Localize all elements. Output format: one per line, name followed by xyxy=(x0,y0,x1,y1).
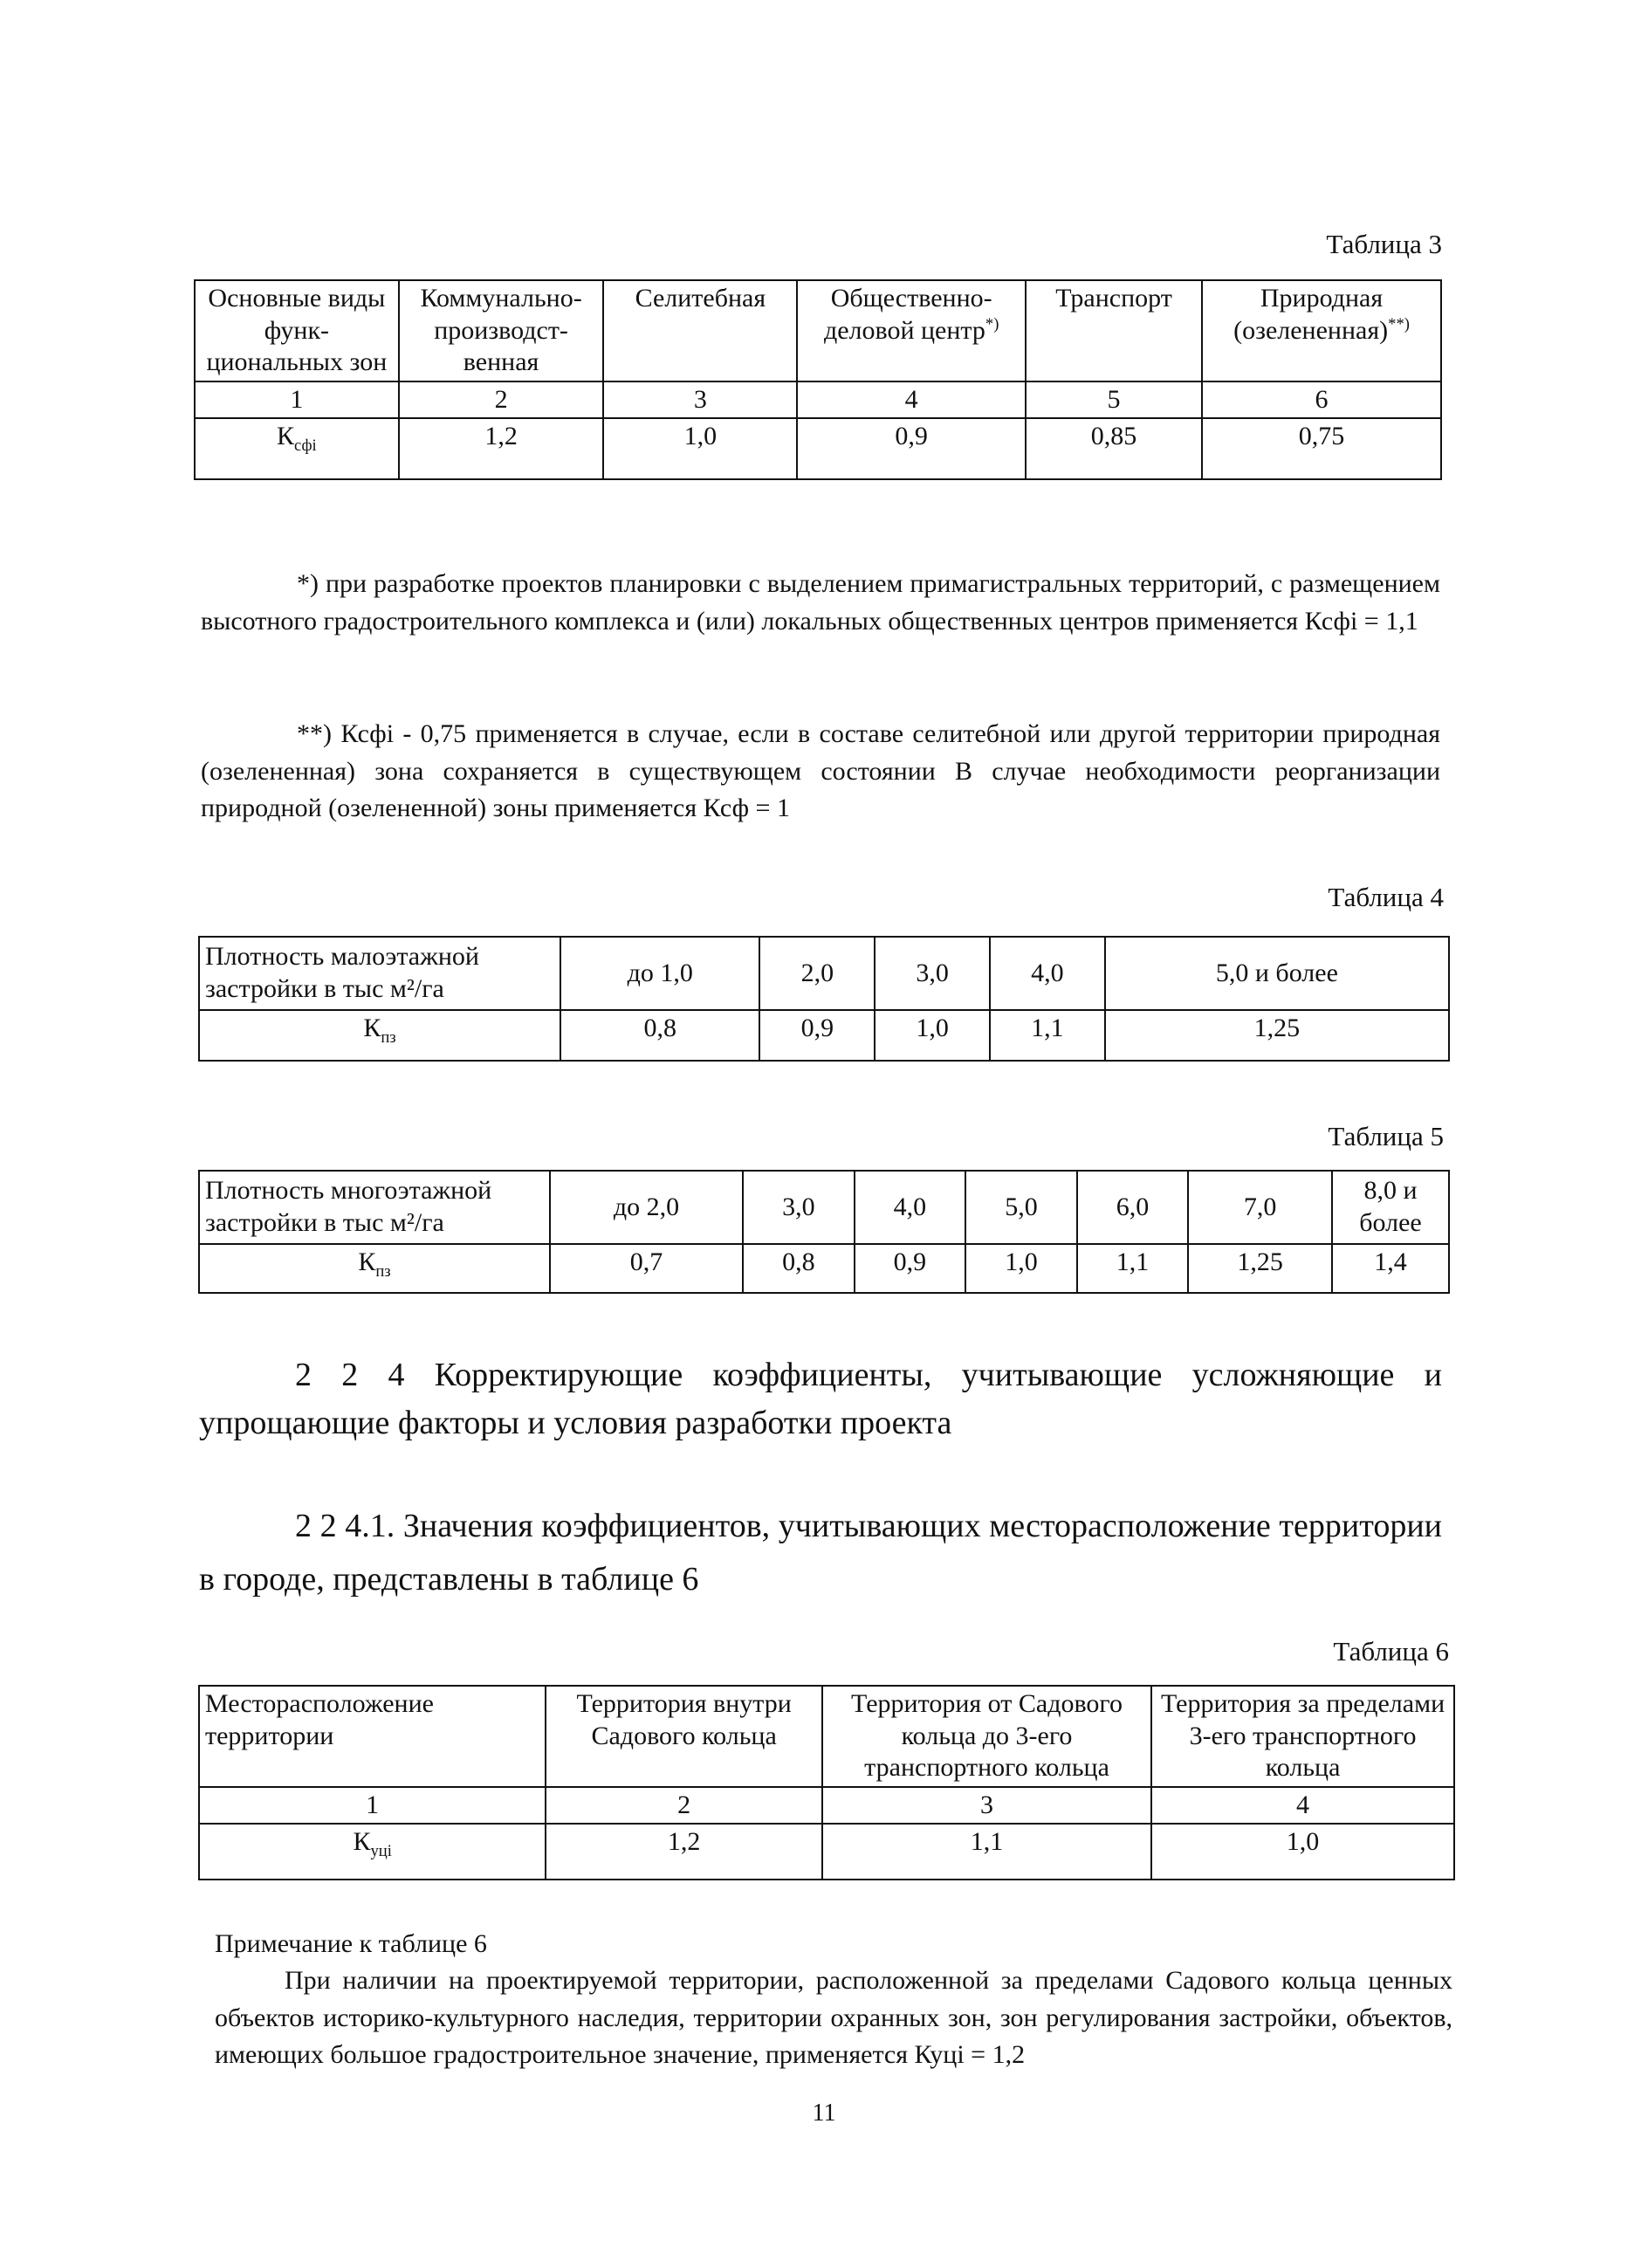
table3-num: 4 xyxy=(797,381,1026,419)
table5-header-value: 4,0 xyxy=(855,1171,966,1244)
table3-header-5: Транспорт xyxy=(1026,280,1202,381)
footnote-mark: *) xyxy=(985,314,999,333)
table3-value: 0,85 xyxy=(1026,418,1202,479)
table-row xyxy=(199,1244,1449,1293)
table-row xyxy=(199,1171,1449,1244)
table4-header-value: 5,0 и более xyxy=(1105,937,1449,1010)
table5-value: 1,0 xyxy=(965,1244,1077,1293)
table5-header-value: 8,0 и более xyxy=(1332,1171,1449,1244)
table3-value: 0,9 xyxy=(797,418,1026,479)
table5-value: 1,4 xyxy=(1332,1244,1449,1293)
table5-header-value: 3,0 xyxy=(743,1171,855,1244)
table6-num: 1 xyxy=(199,1787,546,1825)
table4-header-value: до 1,0 xyxy=(560,937,759,1010)
table4-caption: Таблица 4 xyxy=(1328,882,1444,912)
table6-note-title: Примечание к таблице 6 xyxy=(215,1929,487,1958)
coef-subscript: пз xyxy=(375,1262,391,1281)
table5-value: 0,9 xyxy=(855,1244,966,1293)
table5-value: 0,8 xyxy=(743,1244,855,1293)
coef-subscript: сфi xyxy=(294,436,317,456)
table6-header-4: Территория за пределами 3-его транспортного кольца xyxy=(1151,1686,1454,1787)
table6-row-label xyxy=(199,1824,546,1880)
table3-value: 1,0 xyxy=(603,418,797,479)
table-row xyxy=(195,280,1441,381)
table3-note-2: **) Ксфi - 0,75 применяется в случае, если в составе селитебной или другой территории природная (озелененная) зона сохраняется в существующем состоянии В случае необходимости реорганизации природной (озелененной) зоны применяется Ксф = 1 xyxy=(201,719,1440,823)
table6-header-2: Территория внутри Садового кольца xyxy=(546,1686,822,1787)
table-row xyxy=(195,381,1441,419)
table6-caption: Таблица 6 xyxy=(1333,1636,1449,1667)
table4-value: 0,9 xyxy=(759,1010,875,1061)
table3-caption: Таблица 3 xyxy=(1326,229,1442,259)
table5-header-value: до 2,0 xyxy=(550,1171,743,1244)
coef-symbol: К xyxy=(358,1247,376,1276)
table3 xyxy=(194,279,1442,480)
table6-num: 3 xyxy=(822,1787,1151,1825)
table5-header-value: 6,0 xyxy=(1077,1171,1189,1244)
table4-value: 1,1 xyxy=(990,1010,1105,1061)
footnote-mark: **) xyxy=(1388,314,1410,333)
table6-header-3: Территория от Садового кольца до 3-его транспортного кольца xyxy=(822,1686,1151,1787)
table6-num: 2 xyxy=(546,1787,822,1825)
table-row xyxy=(199,1824,1454,1880)
coef-symbol: К xyxy=(353,1827,371,1857)
table3-num: 6 xyxy=(1202,381,1441,419)
table5-value: 0,7 xyxy=(550,1244,743,1293)
table6-value: 1,0 xyxy=(1151,1824,1454,1880)
coef-subscript: уцi xyxy=(370,1842,392,1861)
table5-header-label: Плотность многоэтажной застройки в тыс м²/га xyxy=(199,1171,550,1244)
table5 xyxy=(198,1170,1450,1294)
table3-header-1: Основные виды функ-циональных зон xyxy=(195,280,399,381)
table-row xyxy=(195,418,1441,479)
table3-header-6 xyxy=(1202,280,1441,381)
table-row xyxy=(199,1010,1449,1061)
table3-row-label xyxy=(195,418,399,479)
table3-header-2: Коммунально-производст-венная xyxy=(399,280,604,381)
table3-header-4 xyxy=(797,280,1026,381)
coef-symbol: К xyxy=(277,422,295,451)
table-row xyxy=(199,1686,1454,1787)
table6 xyxy=(198,1685,1455,1880)
table3-value: 0,75 xyxy=(1202,418,1441,479)
table5-header-value: 7,0 xyxy=(1188,1171,1332,1244)
table3-note-1: *) при разработке проектов планировки с выделением примагистральных территорий, с размещением высотного градостроительного комплекса и (или) локальных общественных центров применяется Ксфi = 1,1 xyxy=(201,569,1440,636)
table3-header-3: Селитебная xyxy=(603,280,797,381)
table6-value: 1,1 xyxy=(822,1824,1151,1880)
table3-num: 2 xyxy=(399,381,604,419)
table4-header-value: 2,0 xyxy=(759,937,875,1010)
section-2-2-4: 2 2 4 Корректирующие коэффициенты, учитывающие усложняющие и упрощающие факторы и условия разработки проекта xyxy=(199,1357,1442,1442)
table4-value: 1,0 xyxy=(875,1010,990,1061)
table4-header-value: 3,0 xyxy=(875,937,990,1010)
table3-header-6-text: Природная (озелененная) xyxy=(1233,284,1389,345)
table6-header-1: Месторасположение территории xyxy=(199,1686,546,1787)
table6-value: 1,2 xyxy=(546,1824,822,1880)
table4-value: 1,25 xyxy=(1105,1010,1449,1061)
page-number: 11 xyxy=(812,2100,836,2127)
table5-caption: Таблица 5 xyxy=(1328,1121,1444,1151)
coef-subscript: пз xyxy=(381,1028,396,1047)
table3-num: 3 xyxy=(603,381,797,419)
table4-header-label: Плотность малоэтажной застройки в тыс м²/га xyxy=(199,937,560,1010)
coef-symbol: К xyxy=(363,1014,381,1042)
table5-value: 1,25 xyxy=(1188,1244,1332,1293)
table4-header-value: 4,0 xyxy=(990,937,1105,1010)
table-row xyxy=(199,1787,1454,1825)
table3-header-4-text: Общественно-деловой центр xyxy=(823,284,992,345)
table4-row-label xyxy=(199,1010,560,1061)
table4 xyxy=(198,936,1450,1062)
table5-row-label xyxy=(199,1244,550,1293)
table5-header-value: 5,0 xyxy=(965,1171,1077,1244)
table6-note-text: При наличии на проектируемой территории, расположенной за пределами Садового кольца ценных объектов историко-культурного наследия, территории охранных зон, зон регулирования застройки, объектов, имеющих большое градостроительное значение, применяется Куцi = 1,2 xyxy=(215,1966,1452,2070)
table5-value: 1,1 xyxy=(1077,1244,1189,1293)
table4-value: 0,8 xyxy=(560,1010,759,1061)
table6-num: 4 xyxy=(1151,1787,1454,1825)
table3-num: 1 xyxy=(195,381,399,419)
table3-value: 1,2 xyxy=(399,418,604,479)
table3-num: 5 xyxy=(1026,381,1202,419)
table-row xyxy=(199,937,1449,1010)
section-2-2-4-1: 2 2 4.1. Значения коэффициентов, учитывающих месторасположение территории в городе, представлены в таблице 6 xyxy=(199,1508,1442,1598)
